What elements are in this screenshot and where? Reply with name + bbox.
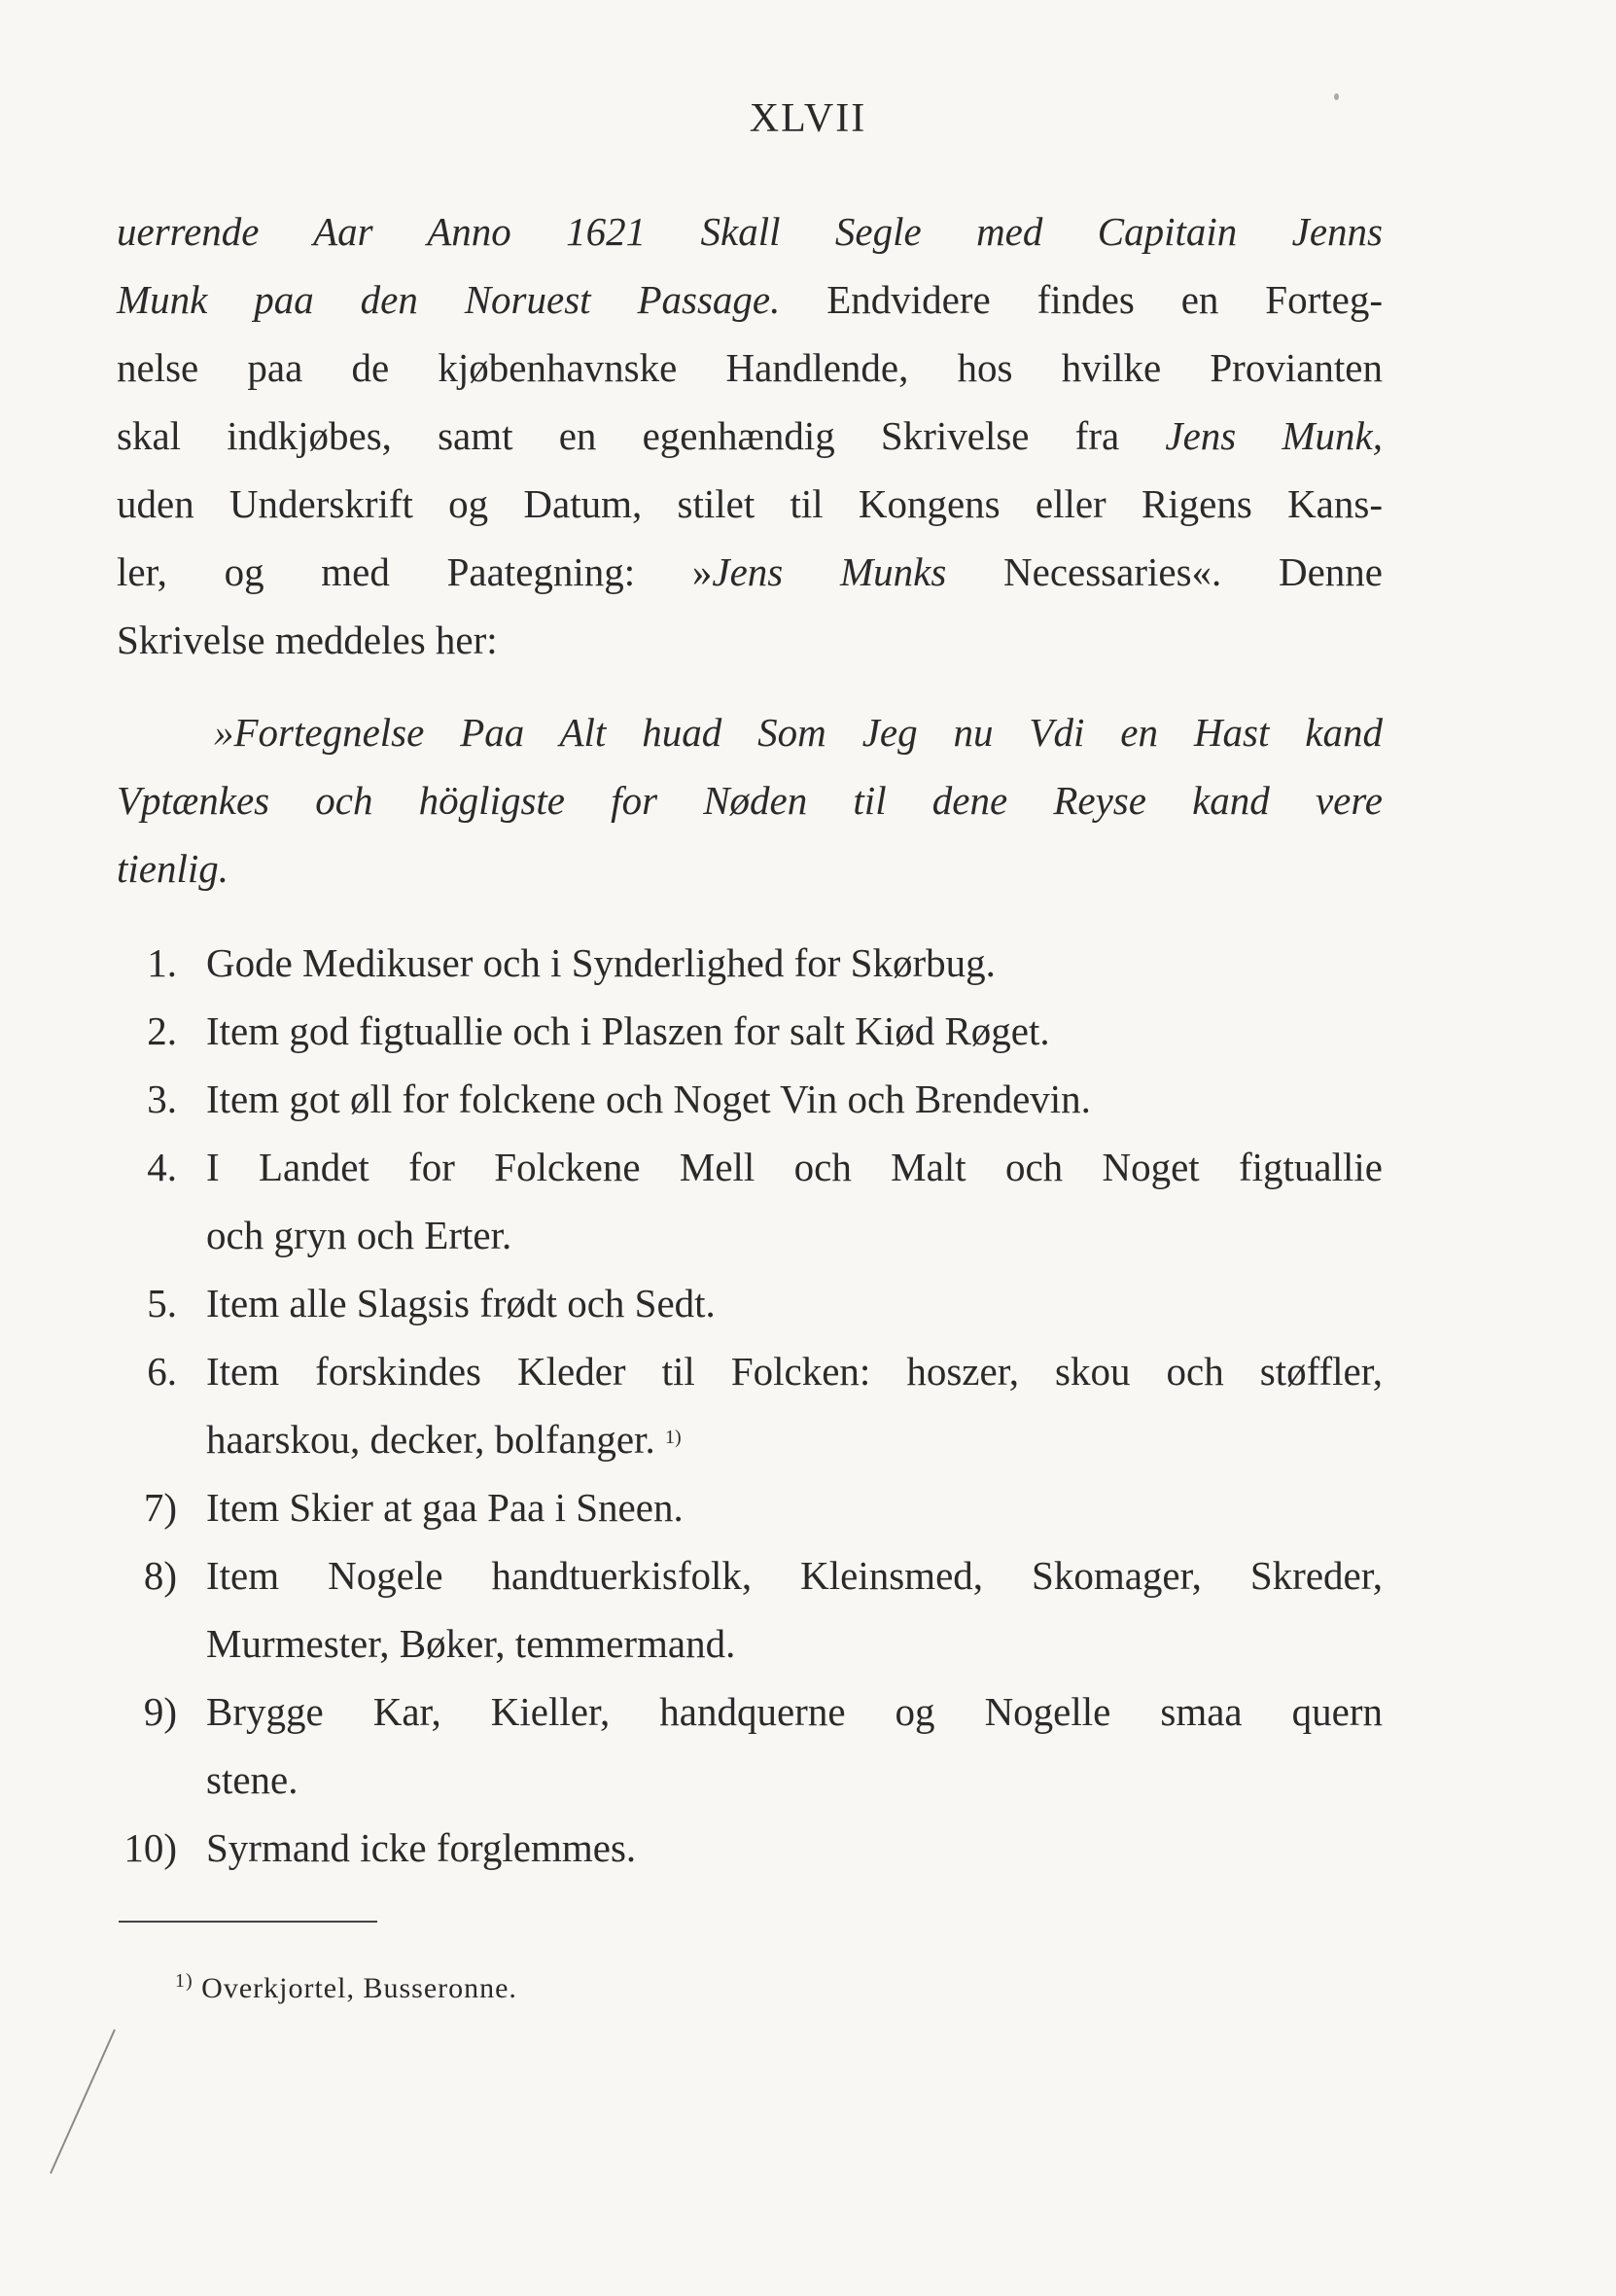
- intro-line-6: [117, 538, 1383, 606]
- item-text: Item got øll for folckene och Noget Vin och Brendevin.: [206, 1077, 1091, 1121]
- footnote-reference: 1): [664, 1427, 682, 1448]
- footnote-marker: 1): [175, 1970, 193, 1992]
- intro-line-6-italic: Jens Munks: [712, 549, 947, 594]
- intro-line-2-italic: Munk paa den Noruest Passage.: [117, 277, 781, 322]
- item-number: 2.: [147, 1008, 177, 1053]
- item-text: Syrmand icke forglemmes.: [206, 1825, 637, 1870]
- list-item: [117, 1678, 1383, 1814]
- item-number: 8): [143, 1553, 177, 1598]
- list-item: [117, 1133, 1383, 1269]
- item-text: Item forskindes Kleder til Folcken: hoszer, skou och støffler,: [206, 1349, 1383, 1394]
- item-number: 9): [143, 1689, 177, 1734]
- heading-line-1: »Fortegnelse Paa Alt huad Som Jeg nu Vdi en Hast kand: [214, 710, 1383, 755]
- heading-line-3: tienlig.: [117, 846, 229, 891]
- footnote: [175, 1972, 517, 2005]
- item-text-cont: stene.: [206, 1757, 299, 1802]
- list-item: [117, 1473, 1383, 1541]
- intro-line-6-text-a: ler, og med Paategning: »: [117, 549, 713, 594]
- intro-line-4: [117, 402, 1383, 470]
- intro-line-1: [117, 197, 1383, 265]
- intro-line-6-text-c: Necessaries«. Denne: [946, 549, 1384, 594]
- list-item: [117, 1337, 1383, 1473]
- item-text-cont: Murmester, Bøker, temmermand.: [206, 1621, 736, 1666]
- page-number: XLVII: [749, 96, 867, 141]
- item-text: Gode Medikuser och i Synderlighed for Skørbug.: [206, 940, 996, 985]
- list-item: [117, 1814, 1383, 1882]
- footnote-text: Overkjortel, Busseronne.: [193, 1972, 517, 2004]
- intro-line-4-text: skal indkjøbes, samt en egenhændig Skrivelse fra: [117, 413, 1166, 458]
- intro-paragraph: [117, 197, 1383, 674]
- item-number: 3.: [147, 1077, 177, 1121]
- item-text: Item Skier at gaa Paa i Sneen.: [206, 1485, 684, 1530]
- list-item: [117, 997, 1383, 1065]
- list-item: [117, 1269, 1383, 1337]
- intro-line-3: nelse paa de kjøbenhavnske Handlende, hos hvilke Provianten: [117, 345, 1383, 390]
- item-number: 4.: [147, 1145, 177, 1189]
- item-text-cont: och gryn och Erter.: [206, 1213, 512, 1257]
- list-item: [117, 1065, 1383, 1133]
- list-item: [117, 1541, 1383, 1678]
- intro-line-2: [117, 265, 1383, 334]
- provision-list: [117, 929, 1383, 1882]
- item-number: 6.: [147, 1349, 177, 1394]
- item-number: 5.: [147, 1281, 177, 1325]
- intro-line-4-italic: Jens Munk,: [1165, 413, 1384, 458]
- item-number: 1.: [147, 940, 177, 985]
- intro-line-2-text: Endvidere findes en Forteg-: [780, 277, 1383, 322]
- item-number: 10): [123, 1825, 177, 1870]
- item-text: Item god figtuallie och i Plaszen for salt Kiød Røget.: [206, 1008, 1050, 1053]
- intro-line-1-text: uerrende Aar Anno 1621 Skall Segle med Capitain Jenns: [117, 209, 1383, 254]
- item-text: Item alle Slagsis frødt och Sedt.: [206, 1281, 716, 1325]
- pencil-stroke-mark: [39, 2028, 126, 2183]
- item-text: I Landet for Folckene Mell och Malt och Noget figtuallie: [206, 1145, 1383, 1189]
- intro-line-5: uden Underskrift og Datum, stilet til Kongens eller Rigens Kans-: [117, 481, 1383, 526]
- intro-line-7: Skrivelse meddeles her:: [117, 618, 498, 662]
- footnote-divider: [119, 1921, 377, 1923]
- item-text: Brygge Kar, Kieller, handquerne og Nogelle smaa quern: [206, 1689, 1383, 1734]
- list-item: [117, 929, 1383, 997]
- item-text-cont: [206, 1405, 1383, 1473]
- list-heading: [117, 698, 1383, 902]
- item-text: Item Nogele handtuerkisfolk, Kleinsmed, Skomager, Skreder,: [206, 1553, 1383, 1598]
- item-text-cont-words: haarskou, decker, bolfanger.: [206, 1417, 655, 1462]
- heading-line-2: Vptænkes och högligste for Nøden til dene Reyse kand vere: [117, 778, 1383, 823]
- item-number: 7): [143, 1485, 177, 1530]
